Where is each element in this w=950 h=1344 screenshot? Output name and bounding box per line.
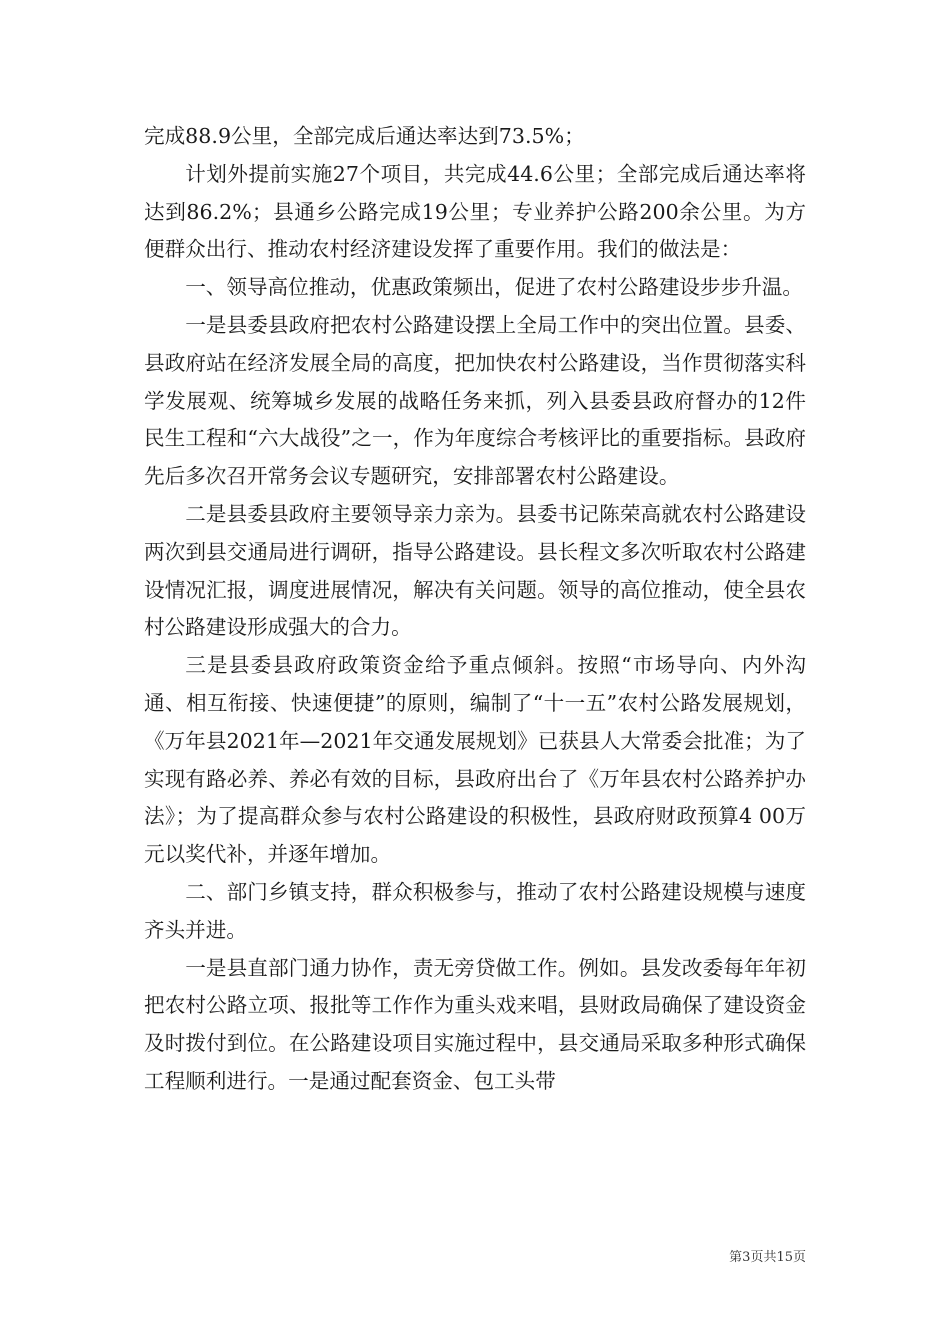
page-number: 第3页共15页 [729,1250,806,1265]
paragraph: 计划外提前实施27个项目，共完成44.6公里；全部完成后通达率将达到86.2%；县通乡公路完成19公里；专业养护公路200余公里。为方便群众出行、推动农村经济建设发挥了重要作用。我们的做法是： [144,161,806,262]
section-heading: 二、部门乡镇支持，群众积极参与，推动了农村公路建设规模与速度齐头并进。 [144,879,806,942]
paragraph: 一是县直部门通力协作，责无旁贷做工作。例如。县发改委每年年初把农村公路立项、报批等工作作为重头戏来唱，县财政局确保了建设资金及时拨付到位。在公路建设项目实施过程中，县交通局采取多种形式确保工程顺利进行。一是通过配套资金、包工头带 [144,955,806,1093]
body-text [144,118,806,1101]
paragraph: 二是县委县政府主要领导亲力亲为。县委书记陈荣高就农村公路建设两次到县交通局进行调研，指导公路建设。县长程文多次听取农村公路建设情况汇报，调度进展情况，解决有关问题。领导的高位推动，使全县农村公路建设形成强大的合力。 [144,501,806,640]
paragraph: 三是县委县政府政策资金给予重点倾斜。按照“市场导向、内外沟通、相互衔接、快速便捷”的原则，编制了“十一五”农村公路发展规划，《万年县2021年—2021年交通发展规划》已获县人大常委会批准；为了实现有路必养、养必有效的目标，县政府出台了《万年县农村公路养护办法》；为了提高群众参与农村公路建设的积极性，县政府财政预算4 00万元以奖代补，并逐年增加。 [144,653,806,867]
paragraph: 一是县委县政府把农村公路建设摆上全局工作中的突出位置。县委、县政府站在经济发展全局的高度，把加快农村公路建设，当作贯彻落实科学发展观、统筹城乡发展的战略任务来抓，列入县委县政府督办的12件民生工程和“六大战役”之一，作为年度综合考核评比的重要指标。县政府先后多次召开常务会议专题研究，安排部署农村公路建设。 [144,312,806,489]
section-heading: 一、领导高位推动，优惠政策频出，促进了农村公路建设步步升温。 [185,275,803,300]
paragraph: 完成88.9公里，全部完成后通达率达到73.5%； [144,124,585,148]
